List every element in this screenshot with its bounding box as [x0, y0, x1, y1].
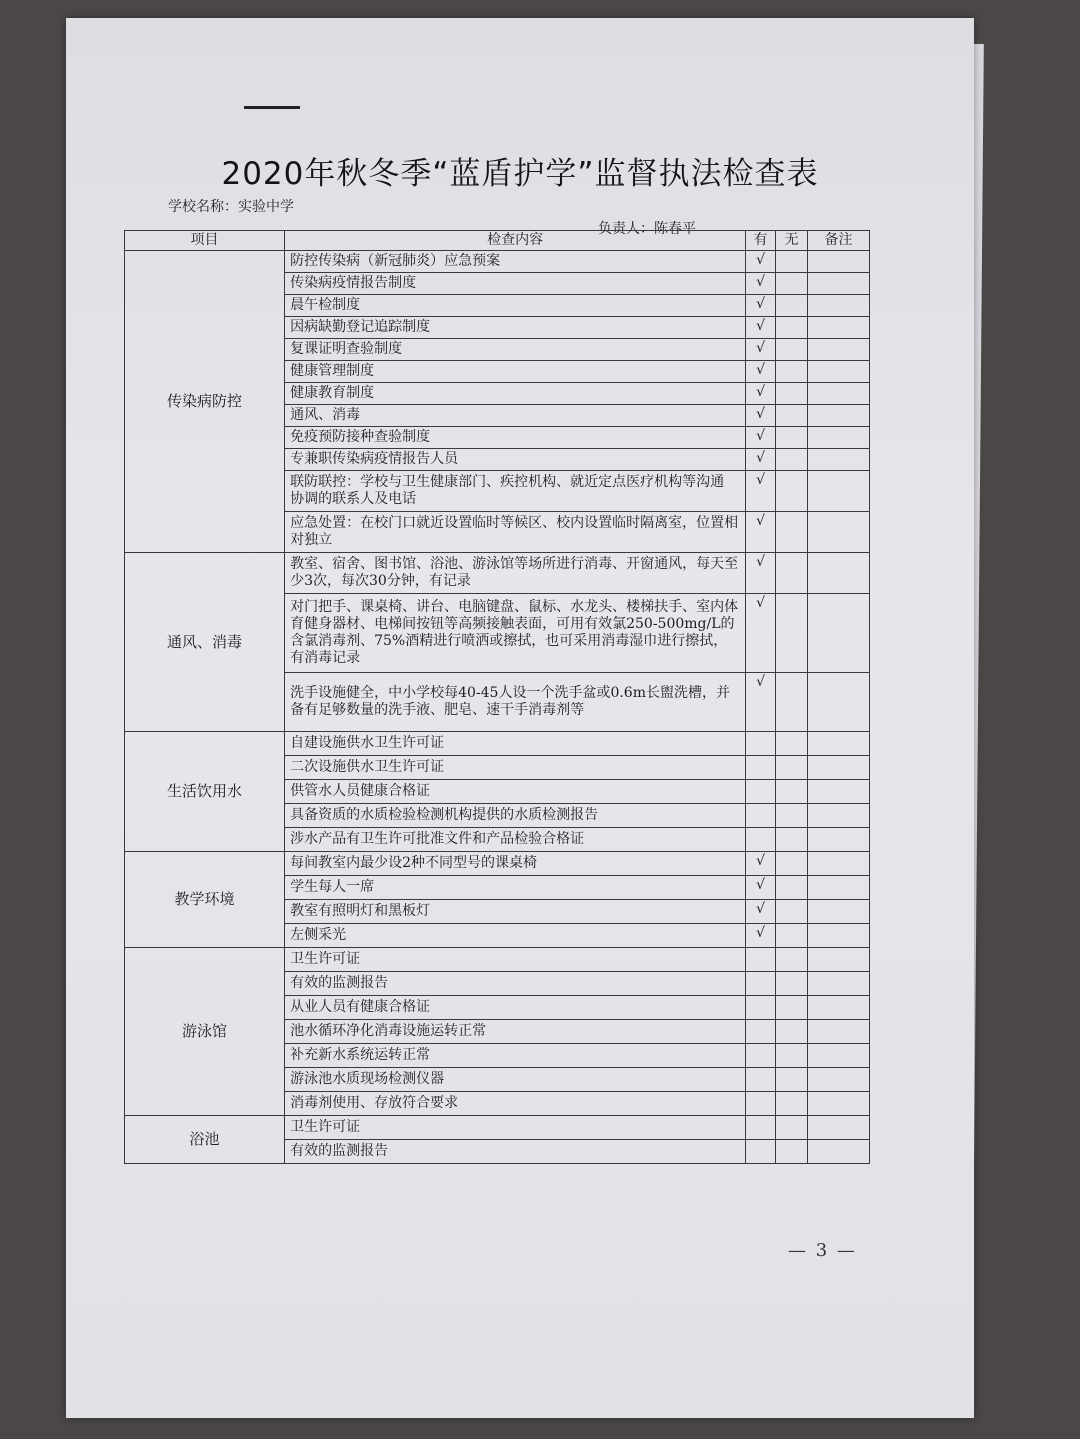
note-cell	[808, 1116, 870, 1140]
note-cell	[808, 317, 870, 339]
yes-cell	[746, 1092, 776, 1116]
note-cell	[808, 553, 870, 594]
yes-cell	[746, 732, 776, 756]
note-cell	[808, 405, 870, 427]
table-row	[125, 251, 870, 273]
header-no: 无	[776, 231, 808, 251]
no-cell	[776, 996, 808, 1020]
content-cell: 学生每人一席	[285, 876, 746, 900]
content-cell: 游泳池水质现场检测仪器	[285, 1068, 746, 1092]
table-header-row	[125, 231, 870, 251]
no-cell	[776, 852, 808, 876]
note-cell	[808, 732, 870, 756]
no-cell	[776, 1020, 808, 1044]
no-cell	[776, 553, 808, 594]
table-row	[125, 852, 870, 876]
note-cell	[808, 427, 870, 449]
content-cell: 补充新水系统运转正常	[285, 1044, 746, 1068]
page-number: — 3 —	[788, 1240, 857, 1261]
no-cell	[776, 780, 808, 804]
header-note: 备注	[808, 231, 870, 251]
no-cell	[776, 828, 808, 852]
yes-cell	[746, 948, 776, 972]
no-cell	[776, 756, 808, 780]
note-cell	[808, 673, 870, 732]
category-cell: 通风、消毒	[125, 553, 285, 732]
inspection-table	[124, 230, 870, 1164]
content-cell: 复课证明查验制度	[285, 339, 746, 361]
content-cell: 免疫预防接种查验制度	[285, 427, 746, 449]
note-cell	[808, 1020, 870, 1044]
content-cell: 健康管理制度	[285, 361, 746, 383]
yes-cell	[746, 1044, 776, 1068]
note-cell	[808, 1140, 870, 1164]
no-cell	[776, 383, 808, 405]
no-cell	[776, 339, 808, 361]
note-cell	[808, 924, 870, 948]
table-row	[125, 948, 870, 972]
responsible-person: 负责人：陈春平	[598, 221, 696, 237]
no-cell	[776, 972, 808, 996]
category-cell: 游泳馆	[125, 948, 285, 1116]
table-row	[125, 553, 870, 594]
content-cell: 涉水产品有卫生许可批准文件和产品检验合格证	[285, 828, 746, 852]
content-cell: 卫生许可证	[285, 948, 746, 972]
content-cell: 对门把手、课桌椅、讲台、电脑键盘、鼠标、水龙头、楼梯扶手、室内体育健身器材、电梯间按钮等高频接触表面，可用有效氯250-500mg/L的含氯消毒剂、75%酒精进行喷洒或擦拭，也可采用消毒湿巾进行擦拭，有消毒记录	[285, 594, 746, 673]
yes-cell	[746, 972, 776, 996]
no-cell	[776, 732, 808, 756]
yes-cell: √	[746, 339, 776, 361]
no-cell	[776, 900, 808, 924]
content-cell: 专兼职传染病疫情报告人员	[285, 449, 746, 471]
content-cell: 每间教室内最少设2种不同型号的课桌椅	[285, 852, 746, 876]
note-cell	[808, 273, 870, 295]
note-cell	[808, 972, 870, 996]
content-cell: 有效的监测报告	[285, 972, 746, 996]
no-cell	[776, 361, 808, 383]
note-cell	[808, 449, 870, 471]
yes-cell: √	[746, 383, 776, 405]
content-cell: 消毒剂使用、存放符合要求	[285, 1092, 746, 1116]
content-cell: 自建设施供水卫生许可证	[285, 732, 746, 756]
category-cell: 传染病防控	[125, 251, 285, 553]
table-body	[125, 251, 870, 1164]
note-cell	[808, 756, 870, 780]
note-cell	[808, 1044, 870, 1068]
page-dash-mark	[244, 106, 300, 109]
note-cell	[808, 996, 870, 1020]
yes-cell: √	[746, 852, 776, 876]
no-cell	[776, 512, 808, 553]
no-cell	[776, 251, 808, 273]
content-cell: 联防联控：学校与卫生健康部门、疾控机构、就近定点医疗机构等沟通 协调的联系人及电话	[285, 471, 746, 512]
yes-cell: √	[746, 427, 776, 449]
note-cell	[808, 361, 870, 383]
no-cell	[776, 673, 808, 732]
note-cell	[808, 852, 870, 876]
no-cell	[776, 295, 808, 317]
content-cell: 晨午检制度	[285, 295, 746, 317]
note-cell	[808, 780, 870, 804]
yes-cell: √	[746, 361, 776, 383]
document-sheet	[66, 18, 974, 1418]
no-cell	[776, 594, 808, 673]
content-cell: 池水循环净化消毒设施运转正常	[285, 1020, 746, 1044]
yes-cell	[746, 804, 776, 828]
category-cell: 生活饮用水	[125, 732, 285, 852]
content-cell: 具备资质的水质检验检测机构提供的水质检测报告	[285, 804, 746, 828]
yes-cell: √	[746, 876, 776, 900]
note-cell	[808, 948, 870, 972]
header-content: 检查内容	[285, 231, 746, 251]
content-cell: 通风、消毒	[285, 405, 746, 427]
no-cell	[776, 1092, 808, 1116]
table-row	[125, 732, 870, 756]
school-name: 学校名称：实验中学	[168, 199, 294, 215]
note-cell	[808, 804, 870, 828]
no-cell	[776, 273, 808, 295]
yes-cell	[746, 756, 776, 780]
yes-cell: √	[746, 553, 776, 594]
yes-cell	[746, 1140, 776, 1164]
no-cell	[776, 471, 808, 512]
category-cell: 浴池	[125, 1116, 285, 1164]
yes-cell	[746, 780, 776, 804]
content-cell: 因病缺勤登记追踪制度	[285, 317, 746, 339]
header-yes: 有	[746, 231, 776, 251]
no-cell	[776, 804, 808, 828]
note-cell	[808, 828, 870, 852]
note-cell	[808, 876, 870, 900]
yes-cell: √	[746, 512, 776, 553]
note-cell	[808, 1092, 870, 1116]
yes-cell	[746, 1116, 776, 1140]
note-cell	[808, 383, 870, 405]
yes-cell: √	[746, 405, 776, 427]
note-cell	[808, 339, 870, 361]
yes-cell: √	[746, 295, 776, 317]
no-cell	[776, 1116, 808, 1140]
yes-cell: √	[746, 594, 776, 673]
no-cell	[776, 1140, 808, 1164]
no-cell	[776, 1044, 808, 1068]
no-cell	[776, 317, 808, 339]
content-cell: 左侧采光	[285, 924, 746, 948]
content-cell: 教室、宿舍、图书馆、浴池、游泳馆等场所进行消毒、开窗通风，每天至少3次，每次30分钟，有记录	[285, 553, 746, 594]
yes-cell: √	[746, 317, 776, 339]
no-cell	[776, 449, 808, 471]
content-cell: 有效的监测报告	[285, 1140, 746, 1164]
yes-cell	[746, 1020, 776, 1044]
document-title: 2020年秋冬季“蓝盾护学”监督执法检查表	[221, 156, 819, 192]
content-cell: 传染病疫情报告制度	[285, 273, 746, 295]
yes-cell: √	[746, 924, 776, 948]
yes-cell: √	[746, 273, 776, 295]
yes-cell: √	[746, 449, 776, 471]
no-cell	[776, 427, 808, 449]
note-cell	[808, 900, 870, 924]
yes-cell: √	[746, 673, 776, 732]
note-cell	[808, 471, 870, 512]
yes-cell: √	[746, 251, 776, 273]
note-cell	[808, 1068, 870, 1092]
content-cell: 二次设施供水卫生许可证	[285, 756, 746, 780]
content-cell: 教室有照明灯和黑板灯	[285, 900, 746, 924]
no-cell	[776, 924, 808, 948]
note-cell	[808, 251, 870, 273]
content-cell: 健康教育制度	[285, 383, 746, 405]
content-cell: 防控传染病（新冠肺炎）应急预案	[285, 251, 746, 273]
yes-cell: √	[746, 900, 776, 924]
no-cell	[776, 876, 808, 900]
yes-cell: √	[746, 471, 776, 512]
note-cell	[808, 295, 870, 317]
table-row	[125, 1116, 870, 1140]
content-cell: 应急处置：在校门口就近设置临时等候区、校内设置临时隔离室，位置相对独立	[285, 512, 746, 553]
header-category: 项目	[125, 231, 285, 251]
note-cell	[808, 512, 870, 553]
content-cell: 从业人员有健康合格证	[285, 996, 746, 1020]
no-cell	[776, 948, 808, 972]
content-cell: 供管水人员健康合格证	[285, 780, 746, 804]
content-cell: 卫生许可证	[285, 1116, 746, 1140]
no-cell	[776, 405, 808, 427]
content-cell: 洗手设施健全，中小学校每40-45人设一个洗手盆或0.6m长盥洗槽，并备有足够数量的洗手液、肥皂、速干手消毒剂等	[285, 673, 746, 732]
note-cell	[808, 594, 870, 673]
no-cell	[776, 1068, 808, 1092]
yes-cell	[746, 996, 776, 1020]
yes-cell	[746, 828, 776, 852]
category-cell: 教学环境	[125, 852, 285, 948]
yes-cell	[746, 1068, 776, 1092]
